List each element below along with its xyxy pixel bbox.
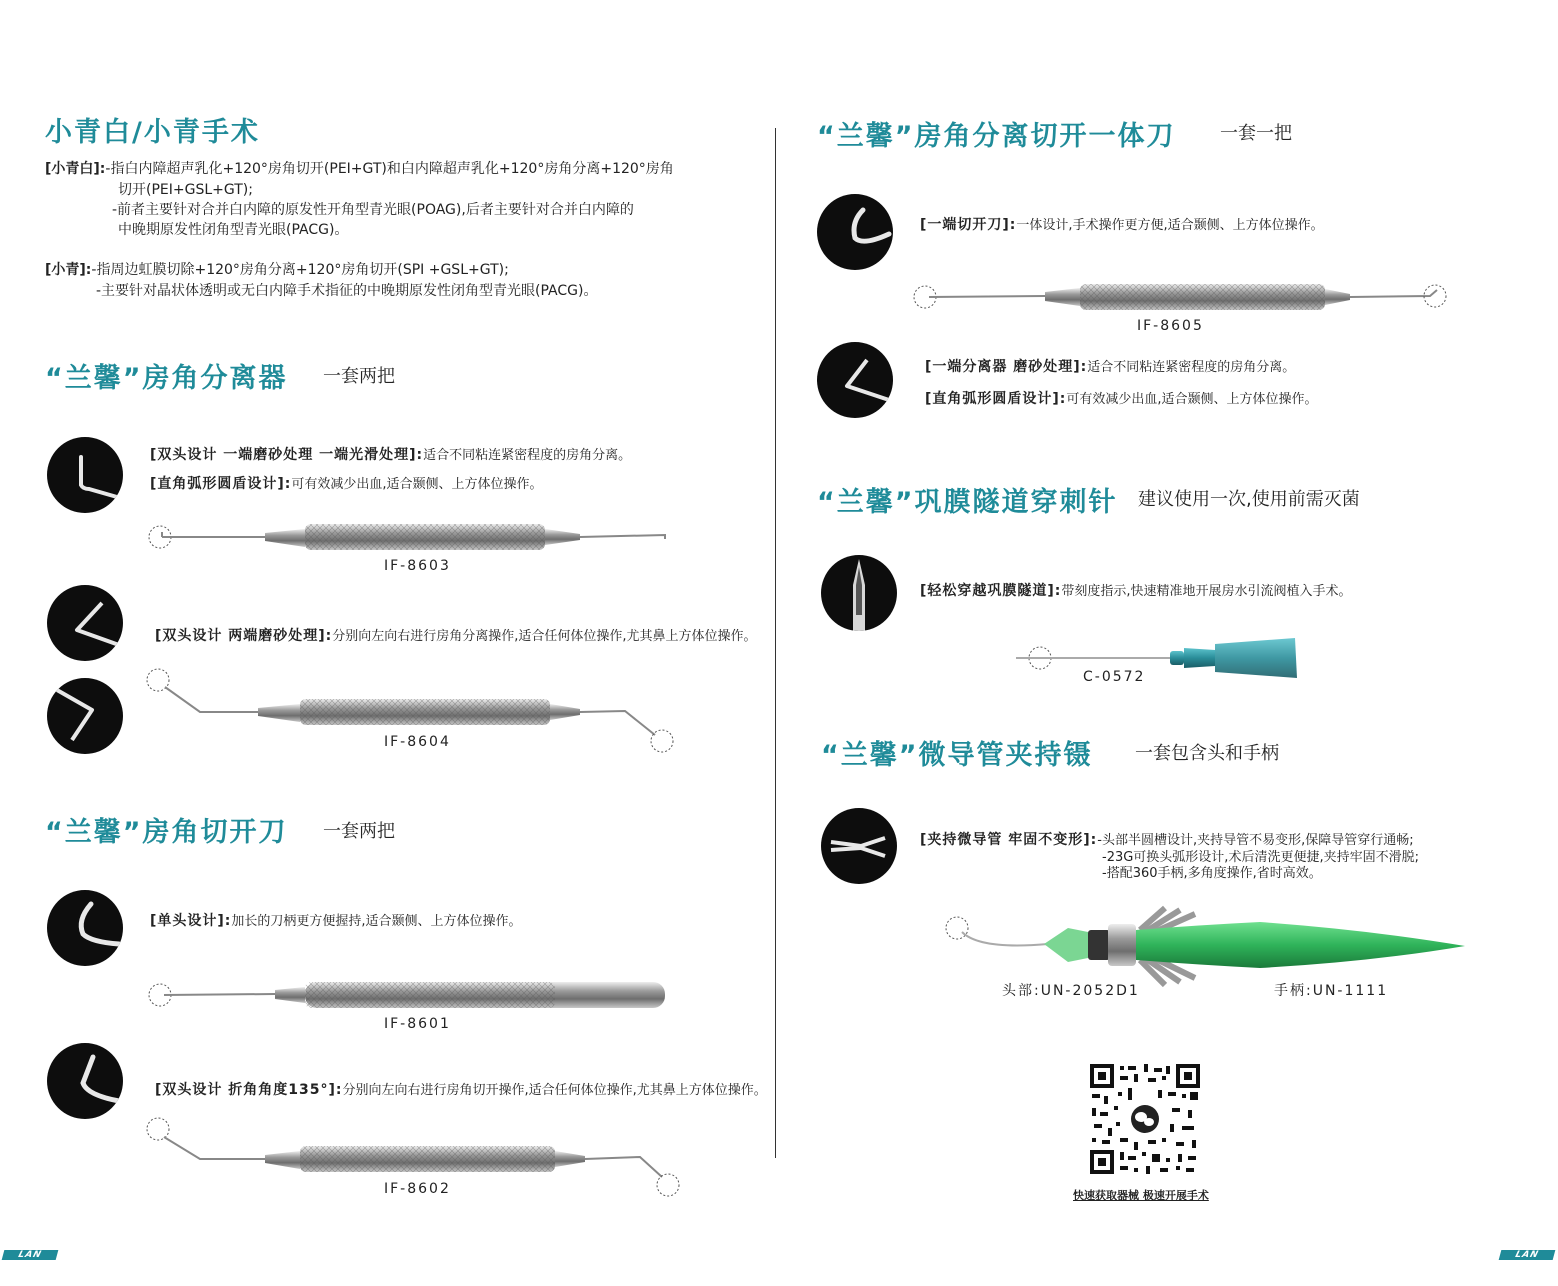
feature-label: [双头设计 一端磨砂处理 一端光滑处理]: bbox=[150, 447, 424, 463]
feature-text: -23G可换头弧形设计,术后清洗更便捷,夹持牢固不滑脱; bbox=[1102, 850, 1419, 865]
product-code: IF-8602 bbox=[384, 1181, 451, 1197]
feature-line bbox=[155, 1079, 767, 1099]
instrument-if-8605 bbox=[905, 278, 1455, 318]
feature-label: [轻松穿越巩膜隧道]: bbox=[920, 583, 1062, 599]
product-code: IF-8601 bbox=[384, 1016, 451, 1032]
feature-line bbox=[155, 625, 757, 645]
product-code: 手柄:UN-1111 bbox=[1274, 983, 1389, 999]
tip-closeup-image bbox=[47, 890, 123, 966]
feature-text: 分别向左向右进行房角切开操作,适合任何体位操作,尤其鼻上方体位操作。 bbox=[342, 1083, 767, 1098]
feature-label: [单头设计]: bbox=[150, 913, 232, 929]
tip-closeup-image bbox=[821, 808, 897, 884]
feature-text: 带刻度指示,快速精准地开展房水引流阀植入手术。 bbox=[1061, 584, 1352, 599]
section-subtitle: 一套一把 bbox=[1220, 123, 1292, 144]
tip-closeup-image bbox=[47, 678, 123, 754]
text-line: -主要针对晶状体透明或无白内障手术指征的中晚期原发性闭角型青光眼(PACG)。 bbox=[96, 283, 598, 299]
feature-text: 分别向左向右进行房角分离操作,适合任何体位操作,尤其鼻上方体位操作。 bbox=[332, 629, 757, 644]
instrument-if-8603 bbox=[140, 516, 680, 556]
feature-line bbox=[925, 388, 1318, 408]
section-title-xiaoqingbai: 小青白/小青手术 bbox=[45, 117, 260, 148]
feature-line bbox=[150, 473, 543, 493]
label-xiaoqing: [小青]: bbox=[45, 262, 92, 278]
feature-text: 一体设计,手术操作更方便,适合颞侧、上方体位操作。 bbox=[1016, 218, 1324, 233]
feature-line bbox=[150, 910, 522, 930]
brand-logo: LAN bbox=[2, 1250, 59, 1260]
feature-text: 适合不同粘连紧密程度的房角分离。 bbox=[423, 448, 632, 463]
feature-line bbox=[925, 356, 1295, 376]
label-xiaoqingbai: [小青白]: bbox=[45, 161, 106, 177]
tip-closeup-image bbox=[817, 194, 893, 270]
tip-closeup-image bbox=[47, 437, 123, 513]
section-title-goniotomy-knife: “兰馨”房角切开刀 bbox=[45, 817, 288, 848]
tip-closeup-image bbox=[817, 342, 893, 418]
brand-logo: LAN bbox=[1499, 1250, 1556, 1260]
text-line: -指周边虹膜切除+120°房角分离+120°房角切开(SPI +GSL+GT); bbox=[91, 262, 509, 278]
section-title-forceps: “兰馨”微导管夹持镊 bbox=[821, 740, 1093, 771]
feature-text: 可有效减少出血,适合颞侧、上方体位操作。 bbox=[1066, 392, 1318, 407]
instrument-if-8601 bbox=[140, 975, 680, 1015]
text-line: 中晚期原发性闭角型青光眼(PACG)。 bbox=[118, 222, 349, 238]
feature-text: 加长的刀柄更方便握持,适合颞侧、上方体位操作。 bbox=[231, 914, 522, 929]
section-title-angle-separator: “兰馨”房角分离器 bbox=[45, 363, 288, 394]
product-code: C-0572 bbox=[1083, 669, 1146, 685]
feature-label: [一端切开刀]: bbox=[920, 217, 1017, 233]
section-subtitle: 建议使用一次,使用前需灭菌 bbox=[1138, 489, 1360, 510]
text-line: 切开(PEI+GSL+GT); bbox=[118, 182, 253, 198]
tip-closeup-image bbox=[47, 1043, 123, 1119]
feature-text: -头部半圆槽设计,夹持导管不易变形,保障导管穿行通畅; bbox=[1097, 833, 1414, 848]
feature-line bbox=[920, 214, 1324, 234]
qr-caption: 快速获取器械 极速开展手术 bbox=[1073, 1189, 1209, 1202]
feature-line bbox=[920, 580, 1352, 600]
feature-label: [一端分离器 磨砂处理]: bbox=[925, 359, 1088, 375]
tip-closeup-image bbox=[821, 555, 897, 631]
feature-text: -搭配360手柄,多角度操作,省时高效。 bbox=[1102, 866, 1322, 881]
section-subtitle: 一套两把 bbox=[323, 821, 395, 842]
qr-code[interactable] bbox=[1088, 1062, 1202, 1176]
product-code: IF-8604 bbox=[384, 734, 451, 750]
product-code: IF-8605 bbox=[1137, 318, 1204, 334]
feature-line bbox=[150, 444, 631, 464]
feature-label: [直角弧形圆盾设计]: bbox=[150, 476, 292, 492]
feature-label: [直角弧形圆盾设计]: bbox=[925, 391, 1067, 407]
column-divider bbox=[775, 128, 776, 1158]
feature-label: [双头设计 折角角度135°]: bbox=[155, 1082, 343, 1098]
feature-label: [夹持微导管 牢固不变形]: bbox=[920, 832, 1098, 848]
product-code: 头部:UN-2052D1 bbox=[1002, 983, 1140, 999]
instrument-c-0572 bbox=[1010, 632, 1310, 682]
section-title-combo-knife: “兰馨”房角分离切开一体刀 bbox=[817, 121, 1176, 152]
feature-label: [双头设计 两端磨砂处理]: bbox=[155, 628, 333, 644]
section-subtitle: 一套两把 bbox=[323, 366, 395, 387]
feature-text: 可有效减少出血,适合颞侧、上方体位操作。 bbox=[291, 477, 543, 492]
product-code: IF-8603 bbox=[384, 558, 451, 574]
section-title-scleral-needle: “兰馨”巩膜隧道穿刺针 bbox=[817, 487, 1118, 518]
text-line: -指白内障超声乳化+120°房角切开(PEI+GT)和白内障超声乳化+120°房角分离+120°房角 bbox=[105, 161, 674, 177]
text-line: -前者主要针对合并白内障的原发性开角型青光眼(POAG),后者主要针对合并白内障的 bbox=[112, 202, 634, 218]
section-subtitle: 一套包含头和手柄 bbox=[1135, 743, 1279, 764]
tip-closeup-image bbox=[47, 585, 123, 661]
feature-text: 适合不同粘连紧密程度的房角分离。 bbox=[1087, 360, 1296, 375]
